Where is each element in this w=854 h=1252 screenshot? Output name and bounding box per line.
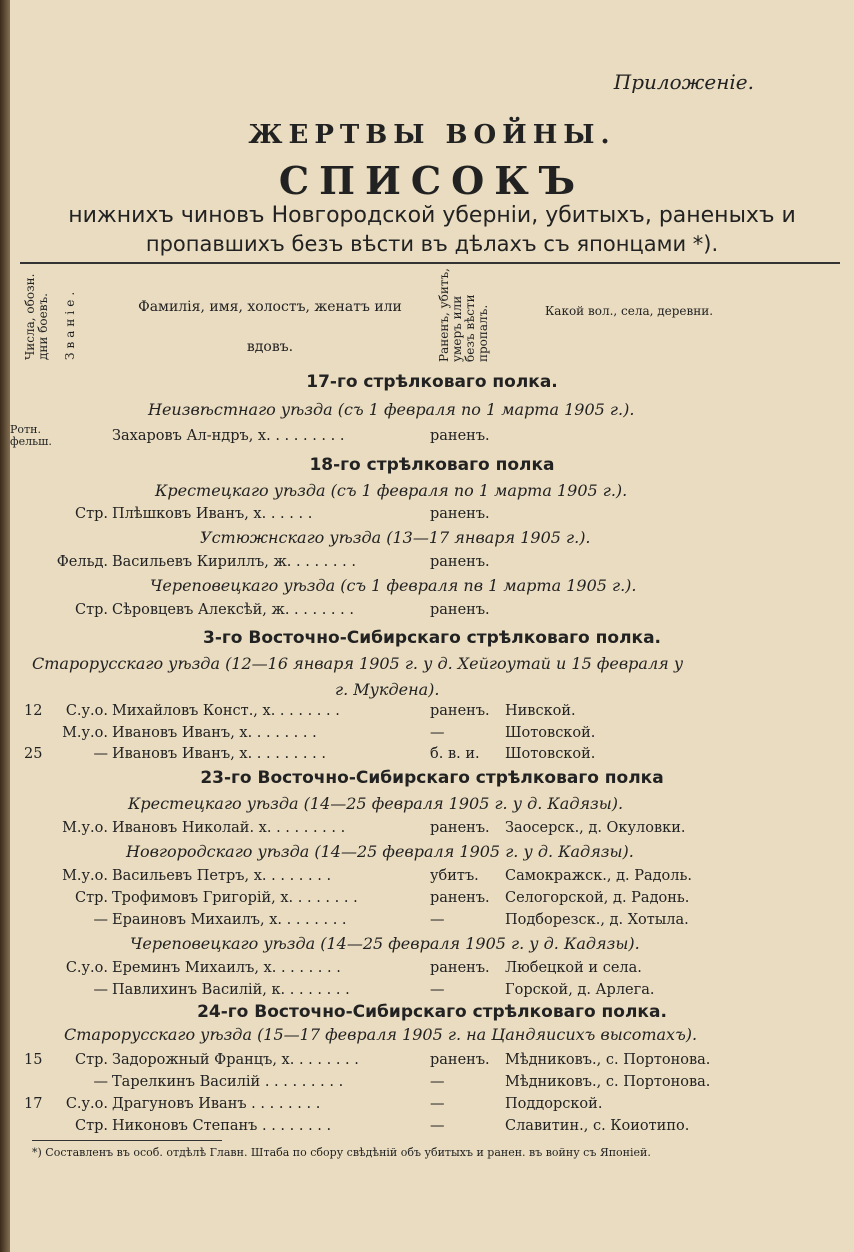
table-row	[10, 868, 854, 890]
row-status: убитъ.	[430, 868, 479, 884]
table-row	[10, 725, 854, 747]
row-rank: —	[93, 982, 108, 998]
row-day-number: 25	[24, 746, 43, 762]
section-title: 24-го Восточно-Сибирскаго стрѣлковаго полка.	[197, 1002, 667, 1022]
document-page	[10, 0, 854, 1252]
row-place: Горской, д. Арлега.	[505, 982, 655, 998]
row-place: Любецкой и села.	[505, 960, 642, 976]
row-place: Шотовской.	[505, 746, 596, 762]
table-row	[10, 1052, 854, 1074]
district-heading: Неизвѣстнаго уѣзда (съ 1 февраля по 1 марта 1905 г.).	[148, 400, 635, 419]
header-place: Какой вол., села, деревни.	[545, 304, 714, 318]
table-row	[10, 820, 854, 842]
header-rank: Званіе.	[63, 287, 77, 360]
row-name: Захаровъ Ал-ндръ, х. . . . . . . . .	[112, 428, 345, 444]
row-rank: М.у.о.	[62, 725, 108, 741]
subtitle-line-2: пропавшихъ безъ вѣсти въ дѣлахъ съ японцами *).	[145, 232, 719, 256]
row-rank: Стр.	[74, 1118, 108, 1134]
district-heading: Череповецкаго уѣзда (14—25 февраля 1905 г. у д. Кадязы).	[130, 934, 640, 953]
row-name: Никоновъ Степанъ . . . . . . . .	[112, 1118, 332, 1134]
row-name: Плѣшковъ Иванъ, х. . . . . .	[112, 506, 313, 522]
table-row	[10, 703, 854, 725]
row-day-number: 17	[24, 1096, 43, 1112]
section-title: 18-го стрѣлковаго полка	[309, 455, 555, 475]
table-row	[10, 912, 854, 934]
district-heading: Старорусскаго уѣзда (15—17 февраля 1905 г. на Цандяисихъ высотахъ).	[64, 1025, 698, 1044]
section-title: 3-го Восточно-Сибирскаго стрѣлковаго полка.	[203, 628, 661, 648]
row-rank: С.у.о.	[65, 960, 108, 976]
district-heading: Череповецкаго уѣзда (съ 1 февраля пв 1 марта 1905 г.).	[150, 576, 637, 595]
row-place: Подборезск., д. Хотыла.	[505, 912, 689, 928]
table-row	[10, 982, 854, 1004]
appendix-label: Приложеніе.	[613, 70, 754, 94]
row-status: раненъ.	[430, 428, 490, 444]
header-name: Фамилія, имя, холостъ, женатъ или вдовъ.	[138, 299, 402, 355]
district-heading: Устюжнскаго уѣзда (13—17 января 1905 г.).	[200, 528, 591, 547]
row-rank: —	[93, 1074, 108, 1090]
district-heading-cont: г. Мукдена).	[335, 680, 440, 699]
row-name: Задорожный Францъ, х. . . . . . . .	[112, 1052, 359, 1068]
table-row	[10, 506, 854, 528]
row-status: раненъ.	[430, 506, 490, 522]
row-rank: С.у.о.	[65, 703, 108, 719]
table-row	[10, 890, 854, 912]
row-rank: Ротн. фельш.	[10, 423, 52, 448]
district-heading: Крестецкаго уѣзда (съ 1 февраля по 1 марта 1905 г.).	[155, 481, 628, 500]
page-title: ЖЕРТВЫ ВОЙНЫ.	[248, 120, 616, 150]
row-status: —	[430, 912, 445, 928]
row-rank: —	[93, 746, 108, 762]
row-name: Васильевъ Кириллъ, ж. . . . . . . .	[112, 554, 356, 570]
table-row	[10, 554, 854, 576]
header-status: Раненъ, убитъ, умеръ или безъ вѣсти пропалъ.	[437, 268, 490, 362]
row-name: Сѣровцевъ Алексѣй, ж. . . . . . . .	[112, 602, 354, 618]
row-name: Павлихинъ Василій, к. . . . . . . .	[112, 982, 350, 998]
row-status: б. в. и.	[430, 746, 480, 762]
footnote-rule	[32, 1140, 222, 1141]
row-rank: С.у.о.	[65, 1096, 108, 1112]
district-heading: Новгородскаго уѣзда (14—25 февраля 1905 г. у д. Кадязы).	[126, 842, 634, 861]
row-name: Ивановъ Иванъ, х. . . . . . . . .	[112, 746, 326, 762]
table-row	[10, 1118, 854, 1140]
list-title: СПИСОКЪ	[278, 158, 586, 203]
row-place: Шотовской.	[505, 725, 596, 741]
table-row	[10, 602, 854, 624]
district-heading: Старорусскаго уѣзда (12—16 января 1905 г. у д. Хейгоутай и 15 февраля у	[32, 654, 684, 673]
row-status: —	[430, 982, 445, 998]
row-place: Самокражск., д. Радоль.	[505, 868, 693, 884]
row-place: Заосерск., д. Окуловки.	[505, 820, 686, 836]
row-place: Селогорской, д. Радонь.	[505, 890, 690, 906]
row-name: Васильевъ Петръ, х. . . . . . . .	[112, 868, 332, 884]
row-rank: Фельд.	[56, 554, 108, 570]
row-status: раненъ.	[430, 554, 490, 570]
table-row	[10, 960, 854, 982]
row-name: Драгуновъ Иванъ . . . . . . . .	[112, 1096, 321, 1112]
row-rank: Стр.	[74, 890, 108, 906]
row-day-number: 12	[24, 703, 43, 719]
table-row	[10, 423, 854, 450]
row-name: Ивановъ Николай. х. . . . . . . . .	[112, 820, 346, 836]
table-row	[10, 1096, 854, 1118]
footnote: *) Составленъ въ особ. отдѣлѣ Главн. Штаба по сбору свѣдѣній объ убитыхъ и ранен. въ войну съ Японіей.	[32, 1146, 651, 1159]
row-status: раненъ.	[430, 1052, 490, 1068]
row-status: —	[430, 1118, 445, 1134]
row-place: Славитин., с. Коиотипо.	[505, 1118, 690, 1134]
row-name: Ераиновъ Михаилъ, х. . . . . . . .	[112, 912, 347, 928]
row-rank: Стр.	[74, 1052, 108, 1068]
section-title: 23-го Восточно-Сибирскаго стрѣлковаго полка	[200, 768, 664, 788]
row-name: Михайловъ Конст., х. . . . . . . .	[112, 703, 340, 719]
table-row	[10, 746, 854, 768]
row-day-number: 15	[24, 1052, 43, 1068]
row-name: Ивановъ Иванъ, х. . . . . . . .	[112, 725, 317, 741]
row-place: Мѣдниковъ., с. Портонова.	[505, 1052, 711, 1068]
row-status: раненъ.	[430, 820, 490, 836]
row-rank: Стр.	[74, 506, 108, 522]
row-status: раненъ.	[430, 960, 490, 976]
row-status: —	[430, 1096, 445, 1112]
table-row	[10, 1074, 854, 1096]
row-rank: М.у.о.	[62, 820, 108, 836]
header-days-of-battle: Числа, обозн. дни боевъ.	[23, 273, 50, 360]
header-top-rule	[20, 262, 840, 264]
section-title: 17-го стрѣлковаго полка.	[306, 372, 558, 392]
subtitle-line-1: нижнихъ чиновъ Новгородской уберніи, убитыхъ, раненыхъ и	[68, 203, 796, 228]
row-name: Трофимовъ Григорій, х. . . . . . . .	[112, 890, 358, 906]
row-rank: М.у.о.	[62, 868, 108, 884]
row-status: раненъ.	[430, 890, 490, 906]
row-place: Поддорской.	[505, 1096, 603, 1112]
row-place: Нивской.	[505, 703, 576, 719]
row-rank: Стр.	[74, 602, 108, 618]
row-name: Ереминъ Михаилъ, х. . . . . . . .	[112, 960, 341, 976]
row-rank: —	[93, 912, 108, 928]
row-place: Мѣдниковъ., с. Портонова.	[505, 1074, 711, 1090]
district-heading: Крестецкаго уѣзда (14—25 февраля 1905 г. у д. Кадязы).	[128, 794, 624, 813]
row-status: —	[430, 1074, 445, 1090]
row-name: Тарелкинъ Василій . . . . . . . . .	[112, 1074, 344, 1090]
row-status: —	[430, 725, 445, 741]
row-status: раненъ.	[430, 602, 490, 618]
row-status: раненъ.	[430, 703, 490, 719]
